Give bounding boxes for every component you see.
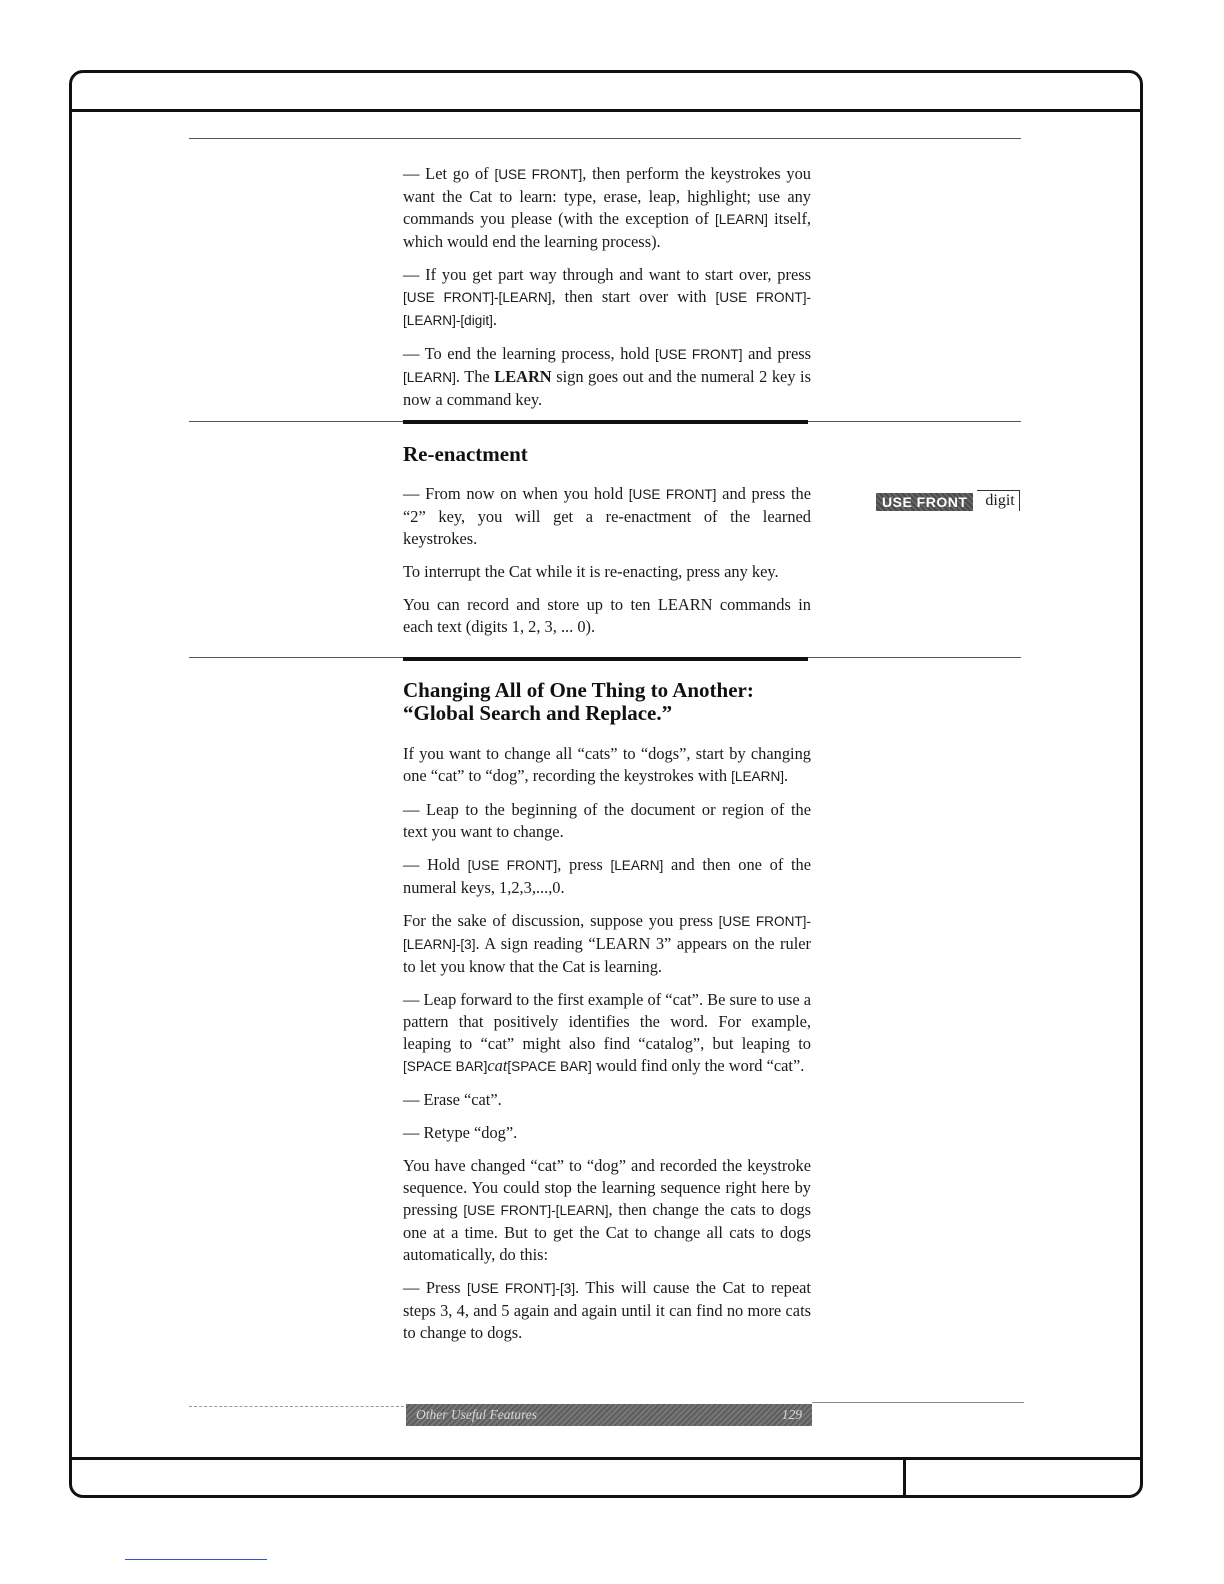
footer-section-title: Other Useful Features <box>416 1407 537 1422</box>
paragraph <box>403 483 811 550</box>
section-global-replace <box>403 679 811 1355</box>
paragraph <box>403 1089 811 1111</box>
key-name: [LEARN] <box>731 769 785 784</box>
text-run: . A sign reading “LEARN 3” appears on the ruler to let you know that the Cat is learning. <box>403 934 811 976</box>
key-name: [LEARN] <box>715 212 768 227</box>
text-run: To interrupt the Cat while it is re-enacting, press any key. <box>403 562 779 581</box>
paragraph-list <box>403 483 811 638</box>
section-heading <box>403 679 811 725</box>
paragraph <box>403 163 811 253</box>
section-heading: Re-enactment <box>403 442 528 466</box>
paragraph <box>403 343 811 411</box>
paragraph <box>403 1122 811 1144</box>
text-run: You have changed “cat” to “dog” and recorded the keystroke sequence. You could stop the learning sequence right here by pressing <box>403 1156 811 1219</box>
paragraph-list <box>403 743 811 1344</box>
bottom-link-underline <box>125 1559 267 1560</box>
text-run: . <box>784 766 789 785</box>
paragraph <box>403 854 811 899</box>
paragraph <box>403 743 811 788</box>
use-front-keycap: USE FRONT <box>876 493 973 511</box>
text-run: You can record and store up to ten LEARN commands in each text (digits 1, 2, 3, ... 0). <box>403 595 811 636</box>
italic-text: cat <box>487 1056 508 1075</box>
text-run: and press <box>742 344 812 363</box>
page-number: 129 <box>781 1407 802 1422</box>
page-footer <box>406 1404 812 1426</box>
text-run: , then start over with <box>551 287 716 306</box>
key-name: [LEARN] <box>403 370 456 385</box>
footer-rule <box>812 1402 1024 1403</box>
paragraph <box>403 910 811 978</box>
text-run: — Let go of <box>403 164 495 183</box>
text-run: . The <box>455 367 495 386</box>
section-rule <box>189 138 1021 139</box>
key-name: [USE FRONT] <box>654 347 743 362</box>
key-name: [USE FRONT] <box>467 858 558 873</box>
text-run: For the sake of discussion, suppose you press <box>403 911 719 930</box>
paragraph <box>403 799 811 843</box>
text-run: — To end the learning process, hold <box>403 344 655 363</box>
frame-footer-divider <box>903 1457 906 1497</box>
text-run: . This will cause the Cat to repeat steps 3, 4, and 5 again and again until it can find no more cats to change to dogs. <box>403 1278 811 1342</box>
text-run: If you want to change all “cats” to “dogs”, start by changing one “cat” to “dog”, recording the keystrokes with <box>403 744 811 785</box>
key-name: [USE FRONT] <box>494 167 583 182</box>
key-name: [SPACE BAR] <box>403 1059 488 1074</box>
bold-text: LEARN <box>494 367 552 386</box>
paragraph <box>403 989 811 1078</box>
text-run: — Hold <box>403 855 468 874</box>
text-run: — Erase “cat”. <box>403 1090 502 1109</box>
text-run: — Leap to the beginning of the document or region of the text you want to change. <box>403 800 811 841</box>
key-name: [USE FRONT]-[LEARN]-[3] <box>403 914 811 952</box>
text-run: — From now on when you hold <box>403 484 629 503</box>
text-run: and press the “2” key, you will get a re-enactment of the learned keystrokes. <box>403 484 811 548</box>
heading-line-2: “Global Search and Replace.” <box>403 701 673 725</box>
key-name: [USE FRONT]-[LEARN] <box>463 1203 609 1218</box>
text-run: and then one of the numeral keys, 1,2,3,...,0. <box>403 855 812 897</box>
section-rule-thick <box>403 657 808 661</box>
key-name: [USE FRONT] <box>628 487 717 502</box>
paragraph <box>403 561 811 583</box>
text-run: — Leap forward to the first example of “cat”. Be sure to use a pattern that positively identifies the word. For example, leaping to “cat” might also find “catalog”, but leaping to <box>403 990 811 1053</box>
text-run: — Retype “dog”. <box>403 1123 518 1142</box>
digit-keycap: digit <box>977 490 1019 511</box>
key-name: [LEARN] <box>610 858 664 873</box>
text-run: , press <box>557 855 611 874</box>
text-run: , then change the cats to dogs one at a time. But to get the Cat to change all cats to dogs automatically, do this: <box>403 1200 811 1264</box>
heading-line-1: Changing All of One Thing to Another: <box>403 678 754 702</box>
frame-header-rule <box>69 109 1143 112</box>
paragraph-list <box>403 163 811 411</box>
text-run: would find only the word “cat”. <box>591 1056 805 1075</box>
section-rule-thick <box>403 420 808 424</box>
key-name: [SPACE BAR] <box>507 1059 592 1074</box>
key-name: [USE FRONT]-[LEARN]-[digit] <box>403 290 811 328</box>
paragraph <box>403 1155 811 1266</box>
text-run: — Press <box>403 1278 467 1297</box>
margin-key-hint <box>876 490 1020 511</box>
footer-dotted-rule <box>189 1406 404 1407</box>
frame-footer-rule <box>69 1457 1143 1460</box>
paragraph <box>403 594 811 638</box>
paragraph <box>403 264 811 332</box>
text-run: , then perform the keystrokes you want the Cat to learn: type, erase, leap, highlight; use any commands you please (with the exception of <box>403 164 811 228</box>
text-run: . <box>492 310 498 329</box>
section-learning-steps <box>403 163 811 422</box>
text-run: itself, which would end the learning process). <box>403 209 812 251</box>
key-name: [USE FRONT]-[LEARN] <box>403 290 552 305</box>
paragraph <box>403 1277 811 1344</box>
text-run: sign goes out and the numeral 2 key is now a command key. <box>403 367 811 409</box>
key-name: [USE FRONT]-[3] <box>466 1281 576 1296</box>
text-run: — If you get part way through and want to start over, press <box>403 265 811 284</box>
section-re-enactment <box>403 443 811 649</box>
